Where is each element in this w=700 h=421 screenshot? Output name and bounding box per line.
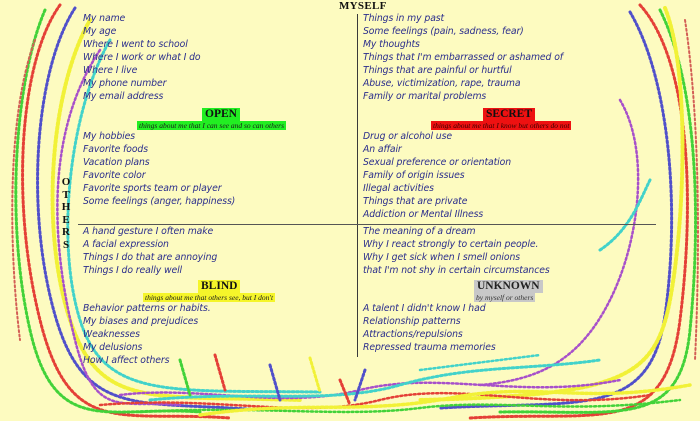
blind-label: BLIND bbox=[198, 280, 240, 293]
list-item: Favorite foods bbox=[83, 144, 148, 155]
list-item: that I'm not shy in certain circumstances bbox=[363, 265, 550, 276]
list-item: Family of origin issues bbox=[363, 170, 465, 181]
list-item: Things I do really well bbox=[83, 265, 183, 276]
list-item: A hand gesture I often make bbox=[83, 226, 214, 237]
list-item: Some feelings (pain, sadness, fear) bbox=[363, 26, 524, 37]
list-item: Vacation plans bbox=[83, 157, 150, 168]
blind-items-bottom bbox=[83, 302, 211, 367]
list-item: My biases and prejudices bbox=[83, 316, 199, 327]
list-item: My thoughts bbox=[363, 39, 420, 50]
others-letter: O bbox=[61, 176, 71, 188]
list-item: Family or marital problems bbox=[363, 91, 487, 102]
others-letter: R bbox=[62, 226, 70, 238]
list-item: Things that are private bbox=[363, 196, 468, 207]
others-letter: E bbox=[62, 213, 70, 226]
list-item: My phone number bbox=[83, 78, 167, 89]
list-item: Abuse, victimization, rape, trauma bbox=[363, 78, 521, 89]
list-item: How I affect others bbox=[83, 355, 170, 366]
open-label: OPEN bbox=[202, 108, 240, 121]
axis-title-myself: MYSELF bbox=[339, 0, 387, 12]
list-item: My name bbox=[83, 13, 126, 24]
others-letter: T bbox=[62, 188, 70, 201]
list-item: My email address bbox=[83, 91, 164, 102]
open-items-top bbox=[83, 12, 201, 103]
list-item: My delusions bbox=[83, 342, 143, 353]
unknown-items-bottom bbox=[363, 302, 496, 354]
list-item: Where I work or what I do bbox=[83, 52, 201, 63]
list-item: Things in my past bbox=[363, 13, 445, 24]
unknown-label: UNKNOWN bbox=[474, 280, 543, 293]
list-item: My hobbies bbox=[83, 131, 136, 142]
list-item: Drug or alcohol use bbox=[363, 131, 452, 142]
list-item: The meaning of a dream bbox=[363, 226, 476, 237]
list-item: Sexual preference or orientation bbox=[363, 157, 512, 168]
list-item: My age bbox=[83, 26, 117, 37]
list-item: Favorite color bbox=[83, 170, 146, 181]
list-item: A talent I didn't know I had bbox=[363, 303, 486, 314]
unknown-items-top bbox=[363, 225, 550, 277]
list-item: Attractions/repulsions bbox=[363, 329, 463, 340]
list-item: Where I went to school bbox=[83, 39, 188, 50]
blind-subtitle: things about me that others see, but I don't bbox=[145, 293, 274, 302]
list-item: Illegal activities bbox=[363, 183, 434, 194]
open-subtitle: things about me that I can see and so can others bbox=[139, 121, 284, 130]
blind-items-top bbox=[83, 225, 217, 277]
list-item: Repressed trauma memories bbox=[363, 342, 496, 353]
unknown-subtitle: by myself or others bbox=[476, 293, 534, 302]
list-item: Relationship patterns bbox=[363, 316, 461, 327]
list-item: Things I do that are annoying bbox=[83, 252, 218, 263]
list-item: Addiction or Mental Illness bbox=[363, 209, 484, 220]
list-item: Behavior patterns or habits. bbox=[83, 303, 211, 314]
secret-subtitle: things about me that I know but others do not bbox=[433, 121, 570, 130]
list-item: Why I react strongly to certain people. bbox=[363, 239, 539, 250]
list-item: Some feelings (anger, happiness) bbox=[83, 196, 236, 207]
open-items-bottom bbox=[83, 130, 235, 208]
others-letter: S bbox=[62, 238, 70, 251]
list-item: Things that are painful or hurtful bbox=[363, 65, 512, 76]
axis-title-others bbox=[60, 176, 72, 251]
secret-items-top bbox=[363, 12, 563, 103]
list-item: Things that I'm embarrassed or ashamed of bbox=[363, 52, 563, 63]
list-item: An affair bbox=[363, 144, 402, 155]
list-item: Where I live bbox=[83, 65, 138, 76]
secret-label: SECRET bbox=[483, 108, 535, 121]
list-item: Favorite sports team or player bbox=[83, 183, 222, 194]
list-item: A facial expression bbox=[83, 239, 169, 250]
vertical-divider bbox=[357, 14, 358, 357]
others-letter: H bbox=[61, 201, 71, 213]
secret-items-bottom bbox=[363, 130, 511, 221]
list-item: Why I get sick when I smell onions bbox=[363, 252, 521, 263]
list-item: Weaknesses bbox=[83, 329, 140, 340]
